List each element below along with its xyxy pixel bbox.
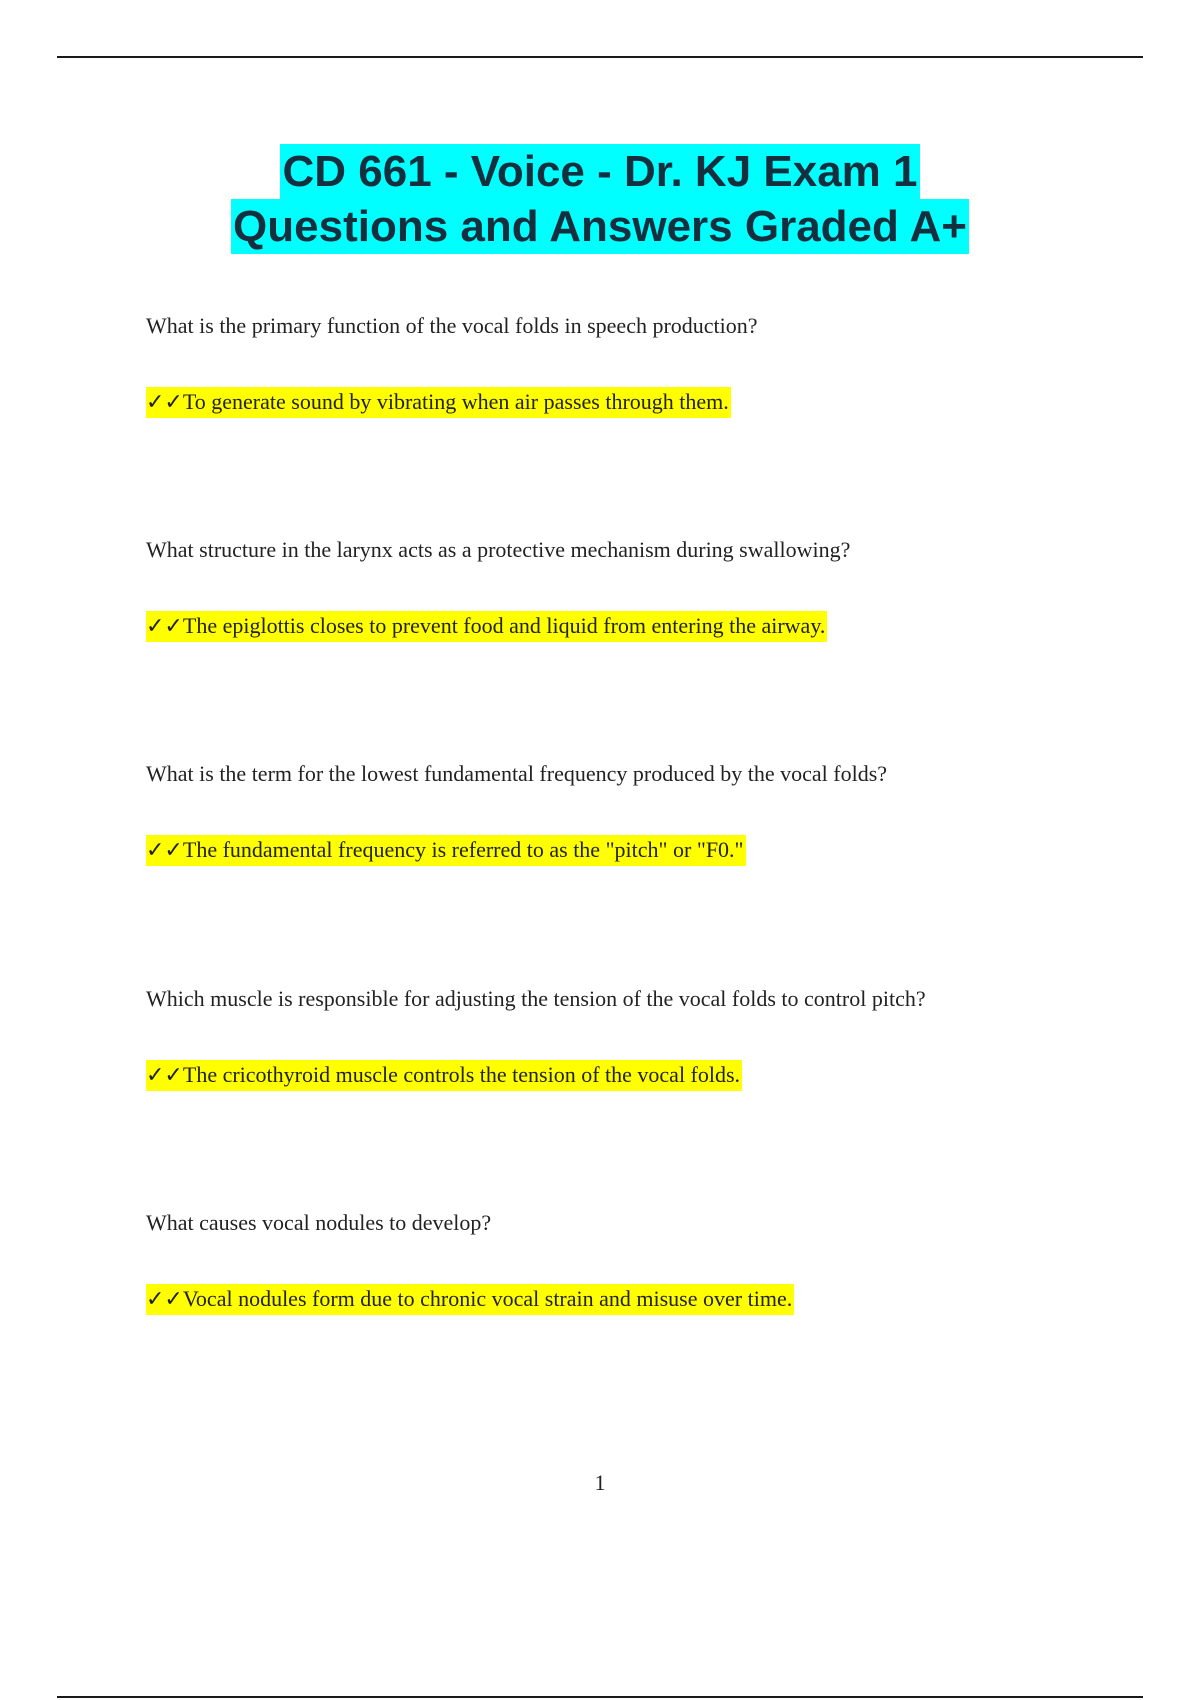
answer-text: To generate sound by vibrating when air passes through them. — [182, 389, 729, 414]
double-check-icon: ✓✓ — [146, 614, 183, 639]
question-text: What structure in the larynx acts as a protective mechanism during swallowing? — [146, 537, 851, 562]
question-text: What causes vocal nodules to develop? — [146, 1210, 492, 1235]
answer-highlight — [146, 835, 746, 866]
double-check-icon: ✓✓ — [146, 1287, 183, 1312]
question-text: What is the term for the lowest fundamental frequency produced by the vocal folds? — [146, 761, 888, 786]
double-check-icon: ✓✓ — [146, 838, 183, 863]
answer-highlight — [146, 611, 827, 642]
answer-text: The cricothyroid muscle controls the tension of the vocal folds. — [182, 1062, 741, 1087]
answer-text: Vocal nodules form due to chronic vocal strain and misuse over time. — [182, 1286, 793, 1311]
double-check-icon: ✓✓ — [146, 1063, 183, 1088]
question-text: Which muscle is responsible for adjusting the tension of the vocal folds to control pitch? — [146, 986, 926, 1011]
answer-text: The fundamental frequency is referred to as the "pitch" or "F0." — [182, 837, 744, 862]
top-divider — [57, 56, 1143, 58]
title-line-1: CD 661 - Voice - Dr. KJ Exam 1 — [280, 144, 919, 199]
question-text: What is the primary function of the vocal folds in speech production? — [146, 313, 758, 338]
double-check-icon: ✓✓ — [146, 390, 183, 415]
answer-highlight — [146, 387, 731, 418]
answer-text: The epiglottis closes to prevent food and liquid from entering the airway. — [182, 613, 826, 638]
answer-highlight — [146, 1060, 742, 1091]
document-title — [0, 144, 1200, 254]
title-line-2: Questions and Answers Graded A+ — [231, 199, 969, 254]
answer-highlight — [146, 1284, 794, 1315]
bottom-divider — [57, 1696, 1143, 1698]
page-number: 1 — [594, 1470, 606, 1495]
